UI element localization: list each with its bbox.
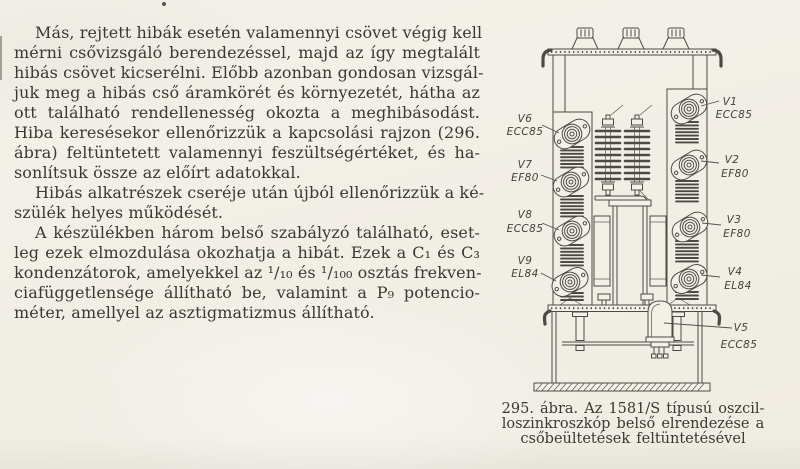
tube-type-v1: ECC85 (715, 109, 753, 121)
caption-line: 295. ábra. Az 1581/S típusú oszcil- (501, 401, 765, 417)
side-plate-right (650, 216, 666, 286)
vent-slots (561, 147, 583, 167)
tube-socket-v9 (548, 264, 591, 300)
bottom-rail-hook-left (544, 311, 550, 324)
text-line: sonlítsuk össze az előírt adatokkal. (14, 163, 301, 182)
paragraph-2 (14, 183, 485, 223)
text-line: hibás csövet kicserélni. Előbb azonban gondosan vizsgál- (14, 63, 484, 82)
tube-label-v6: V6 (517, 113, 533, 125)
tube-label-v9: V9 (517, 255, 533, 267)
tube-type-v3: EF80 (723, 228, 751, 240)
top-terminal-knob (618, 28, 644, 49)
text-line: méter, amellyel az asztigmatizmus állítható. (14, 303, 375, 322)
text-line: juk meg a hibás cső áramkörét és környezetét, hátha az (14, 83, 480, 102)
tube-type-v7: EF80 (511, 172, 539, 184)
text-line: ott található rendellenesség okozta a meghibásodást. (14, 103, 480, 122)
text-line: A készülékben három belső szabályzó található, eset- (35, 223, 480, 242)
body-text (14, 23, 485, 323)
tube-label-v2: V2 (724, 154, 740, 166)
top-terminal-knob (572, 28, 598, 49)
caption-line: loszinkroszkóp belső elrendezése a (501, 416, 765, 432)
vent-slots (561, 245, 583, 265)
bottom-rail-hook-right (714, 311, 720, 324)
tube-label-v3: V3 (726, 214, 742, 226)
tube-type-v2: EF80 (721, 168, 749, 180)
tube-label-v8: V8 (517, 209, 533, 221)
tube-label-v5: V5 (733, 322, 749, 334)
text-line: Hibás alkatrészek cseréje után újból ellenőrizzük a ké- (35, 183, 485, 202)
top-terminal-knob (663, 28, 689, 49)
tube-v5-pin-foot (652, 354, 657, 358)
tube-label-v4: V4 (727, 266, 743, 278)
tube-type-v8: ECC85 (506, 223, 544, 235)
crt-tower-flange (609, 200, 651, 206)
paragraph-3 (14, 223, 480, 323)
tube-v5-socket (651, 342, 669, 347)
vent-slots (676, 181, 698, 201)
leader-line-v7 (541, 175, 557, 181)
resistor-wire (611, 105, 623, 115)
leader-line-v8 (542, 223, 559, 230)
tube-type-v5: ECC85 (720, 339, 758, 351)
vent-slots (676, 241, 698, 261)
paragraph-1 (14, 23, 484, 183)
text-line: Hiba keresésekor ellenőrizzük a kapcsolási rajzon (296. (14, 123, 480, 142)
finned-resistor-right (625, 115, 649, 195)
text-line: ciafüggetlensége állítható be, valamint a P₉ potencio- (14, 283, 480, 302)
text-line: leg ezek elmozdulása okozhatja a hibát. Ezek a C₁ és C₃ (14, 243, 480, 262)
finned-resistor-left (596, 115, 620, 195)
text-line: ábra) feltüntetett valamennyi feszültségértéket, és ha- (14, 143, 480, 162)
text-line: kondenzátorok, amelyekkel az ¹/₁₀ és ¹/₁₀₀ osztás frekven- (14, 263, 482, 282)
vent-slots (561, 196, 583, 216)
oscilloscope-internal-diagram (498, 15, 770, 400)
tube-socket-v2 (667, 146, 710, 184)
tube-v5-pin-foot (664, 354, 669, 358)
mount-bolt (598, 294, 610, 300)
leader-line-v9 (541, 273, 556, 281)
resistor-wire (640, 105, 652, 115)
text-line: szülék helyes működését. (14, 203, 224, 222)
tube-type-v6: ECC85 (506, 126, 544, 138)
scan-speck (162, 2, 166, 6)
tube-label-v1: V1 (722, 96, 738, 108)
tube-v5-base (646, 337, 674, 342)
side-plate-left (594, 216, 610, 286)
vent-slots (676, 122, 698, 142)
tube-v5-pin-foot (658, 354, 663, 358)
mount-bolt (641, 294, 653, 300)
tube-type-v9: EL84 (511, 268, 539, 280)
tube-label-v7: V7 (517, 159, 533, 171)
tube-type-v4: EL84 (724, 280, 752, 292)
leader-line-v6 (542, 125, 559, 133)
text-line: mérni csővizsgáló berendezéssel, majd az így megtalált (14, 43, 480, 62)
figure-caption (498, 402, 768, 447)
scan-edge-smudge (0, 36, 2, 80)
text-line: Más, rejtett hibák esetén valamennyi csövet végig kell (35, 23, 483, 42)
strip-tab-left (560, 298, 582, 305)
caption-line: csőbeültetések feltüntetésével (520, 431, 746, 447)
